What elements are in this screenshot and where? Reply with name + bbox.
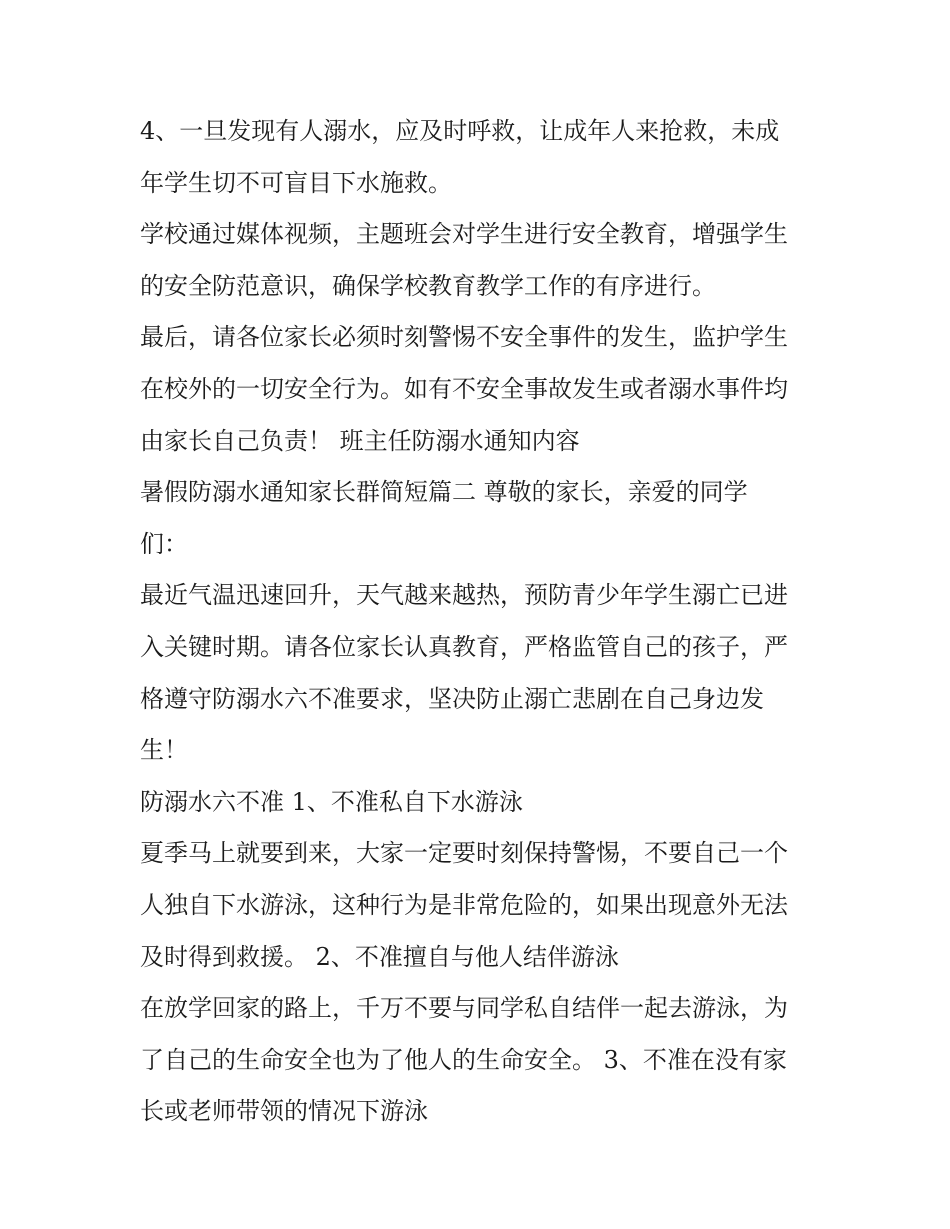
paragraph-rule-one-detail: 夏季马上就要到来，大家一定要时刻保持警惕，不要自己一个 人独自下水游泳，这种行为是非常危险的，如果出现意外无法 及时得到救援。 2、不准擅自与他人结伴游泳 (140, 839, 788, 971)
paragraph-six-rules-heading: 防溺水六不准 1、不准私自下水游泳 (140, 787, 523, 816)
paragraph-notice-greeting: 暑假防溺水通知家长群简短篇二 尊敬的家长，亲爱的同学 们： (140, 478, 748, 558)
document-body (140, 106, 820, 1138)
paragraph-school-education: 学校通过媒体视频，主题班会对学生进行安全教育，增强学生 的安全防范意识，确保学校教育教学工作的有序进行。 (140, 220, 788, 300)
paragraph-rule-two-detail: 在放学回家的路上，千万不要与同学私自结伴一起去游泳，为 了自己的生命安全也为了他人的生命安全。 3、不准在没有家 长或老师带领的情况下游泳 (140, 994, 788, 1126)
paragraph-weather-warning: 最近气温迅速回升，天气越来越热，预防青少年学生溺亡已进 入关键时期。请各位家长认真教育，严格监管自己的孩子，严 格遵守防溺水六不准要求，坚决防止溺亡悲剧在自己身边发 生！ (140, 581, 788, 765)
paragraph-parent-responsibility: 最后，请各位家长必须时刻警惕不安全事件的发生，监护学生 在校外的一切安全行为。如有不安全事故发生或者溺水事件均 由家长自己负责！ 班主任防溺水通知内容 (140, 323, 788, 455)
paragraph-drowning-rescue-tip: 4、一旦发现有人溺水，应及时呼救，让成年人来抢救，未成 年学生切不可盲目下水施救。 (140, 117, 780, 197)
